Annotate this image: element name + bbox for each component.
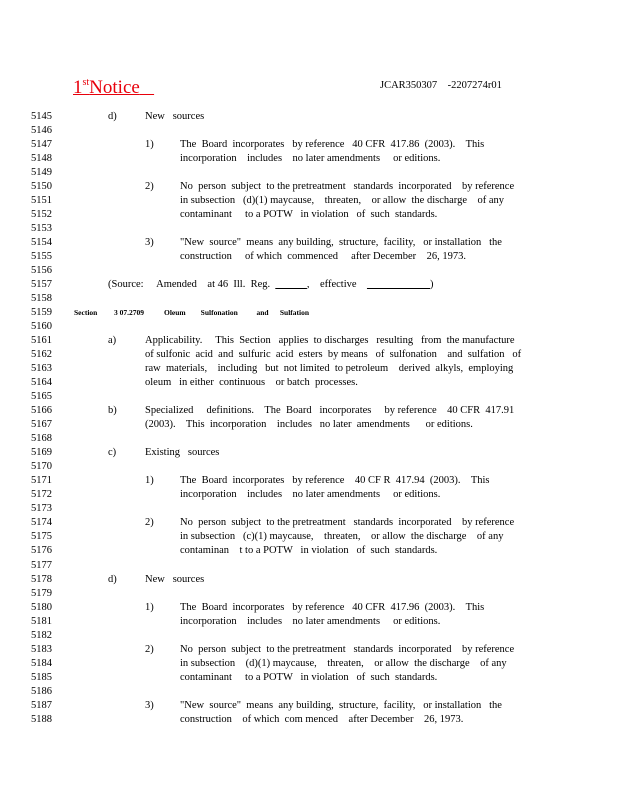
- list-marker: 3): [145, 236, 154, 248]
- line-number: 5186: [31, 685, 52, 697]
- paragraph-text: construction of which commenced after December 26, 1973.: [180, 250, 467, 262]
- list-marker: 1): [145, 601, 154, 613]
- text-line: [0, 180, 618, 194]
- text-line: [0, 166, 618, 180]
- paragraph-text: The Board incorporates by reference 40 CFR 417.96 (2003). This: [180, 601, 485, 613]
- line-number: 5145: [31, 110, 52, 122]
- line-number: 5180: [31, 601, 52, 613]
- text-line: [0, 292, 618, 306]
- line-number: 5187: [31, 699, 52, 711]
- line-number: 5176: [31, 545, 52, 557]
- text-line: [0, 376, 618, 390]
- line-number: 5152: [31, 208, 52, 220]
- line-number: 5185: [31, 671, 52, 683]
- line-number: 5161: [31, 335, 52, 346]
- line-number: 5150: [31, 180, 52, 192]
- line-number: 5172: [31, 489, 52, 501]
- text-line: [0, 559, 618, 573]
- notice-word: Notice: [89, 77, 140, 98]
- text-line: [0, 488, 618, 502]
- line-number: 5179: [31, 587, 52, 599]
- text-line: [0, 418, 618, 432]
- text-line: [0, 699, 618, 713]
- line-number: 5184: [31, 657, 52, 669]
- text-line: [0, 194, 618, 208]
- line-number: 5163: [31, 363, 52, 374]
- section-title: Oleum Sulfonation and Sulfation: [164, 307, 310, 317]
- line-number: 5157: [31, 278, 52, 290]
- text-line: [0, 643, 618, 657]
- source-text: (Source: Amended at 46 Ill. Reg.: [108, 278, 276, 290]
- text-line: [0, 629, 618, 643]
- text-line: [0, 236, 618, 250]
- paragraph-text: incorporation includes no later amendments or editions.: [180, 152, 441, 164]
- line-number: 5162: [31, 349, 52, 360]
- line-number: 5146: [31, 124, 52, 136]
- line-number: 5175: [31, 531, 52, 543]
- list-marker: 2): [145, 517, 154, 529]
- text-line: [0, 208, 618, 222]
- paragraph-text: oleum in either continuous or batch processes.: [145, 377, 358, 389]
- text-line: [0, 516, 618, 530]
- text-line: [0, 446, 618, 460]
- text-line: [0, 544, 618, 558]
- paragraph-text: contaminant to a POTW in violation of such standards.: [180, 208, 438, 220]
- source-text: ): [430, 278, 434, 290]
- line-number: 5158: [31, 292, 52, 304]
- paragraph-text: incorporation includes no later amendments or editions.: [180, 489, 441, 501]
- text-line: [0, 278, 618, 292]
- line-number: 5153: [31, 222, 52, 234]
- line-number: 5182: [31, 629, 52, 641]
- text-line: [0, 615, 618, 629]
- line-number: 5159: [31, 306, 52, 318]
- line-number: 5154: [31, 236, 52, 248]
- text-line: [0, 306, 618, 320]
- section-label: Section: [74, 307, 98, 317]
- text-line: [0, 657, 618, 671]
- text-line: [0, 320, 618, 334]
- line-number: 5165: [31, 391, 52, 403]
- text-line: [0, 713, 618, 727]
- paragraph-text: The Board incorporates by reference 40 CF R 417.94 (2003). This: [180, 475, 490, 487]
- line-number: 5178: [31, 573, 52, 585]
- line-number: 5148: [31, 152, 52, 164]
- line-number: 5188: [31, 713, 52, 725]
- text-line: [0, 110, 618, 124]
- line-number: 5155: [31, 250, 52, 262]
- blank-field: ____________: [367, 278, 431, 290]
- text-line: [0, 404, 618, 418]
- paragraph-text: New sources: [145, 573, 205, 585]
- paragraph-text: contaminan t to a POTW in violation of such standards.: [180, 545, 438, 557]
- line-number: 5170: [31, 461, 52, 473]
- text-line: [0, 362, 618, 376]
- paragraph-text: New sources: [145, 110, 205, 122]
- paragraph-text: raw materials, including but not limited to petroleum derived alkyls, employing: [145, 363, 514, 374]
- line-number: 5168: [31, 433, 52, 445]
- paragraph-text: (2003). This incorporation includes no later amendments or editions.: [145, 419, 473, 431]
- paragraph-text: contaminant to a POTW in violation of such standards.: [180, 671, 438, 683]
- paragraph-text: No person subject to the pretreatment standards incorporated by reference: [180, 643, 515, 655]
- paragraph-text: No person subject to the pretreatment standards incorporated by reference: [180, 517, 515, 529]
- text-line: [0, 390, 618, 404]
- text-line: [0, 250, 618, 264]
- paragraph-text: Existing sources: [145, 447, 220, 459]
- paragraph-text: The Board incorporates by reference 40 CFR 417.86 (2003). This: [180, 138, 485, 150]
- text-line: [0, 432, 618, 446]
- paragraph-text: "New source" means any building, structure, facility, or installation the: [180, 699, 502, 711]
- text-line: [0, 530, 618, 544]
- text-line: [0, 474, 618, 488]
- source-text: , effective: [306, 278, 368, 290]
- text-line: [0, 138, 618, 152]
- line-number: 5169: [31, 447, 52, 459]
- line-number: 5177: [31, 559, 52, 571]
- list-marker: 1): [145, 475, 154, 487]
- text-line: [0, 152, 618, 166]
- line-number: 5147: [31, 138, 52, 150]
- line-number: 5183: [31, 643, 52, 655]
- paragraph-text: of sulfonic acid and sulfuric acid esters by means of sulfonation and sulfation of: [145, 349, 522, 360]
- paragraph-text: in subsection (c)(1) maycause, threaten, or allow the discharge of any: [180, 531, 504, 543]
- paragraph-text: Specialized definitions. The Board incorporates by reference 40 CFR 417.91: [145, 405, 515, 417]
- list-marker: c): [108, 447, 117, 459]
- paragraph-text: in subsection (d)(1) maycause, threaten, or allow the discharge of any: [180, 194, 505, 206]
- document-code: JCAR350307 -2207274r01: [380, 80, 502, 91]
- notice-ordinal-suffix: st: [82, 77, 90, 88]
- list-marker: a): [108, 335, 117, 346]
- line-number: 5166: [31, 405, 52, 417]
- line-number: 5160: [31, 320, 52, 332]
- line-number: 5171: [31, 475, 52, 487]
- list-marker: d): [108, 573, 117, 585]
- list-marker: b): [108, 405, 117, 417]
- text-line: [0, 460, 618, 474]
- list-marker: 1): [145, 138, 154, 150]
- paragraph-text: construction of which com menced after December 26, 1973.: [180, 713, 464, 725]
- line-number: 5174: [31, 517, 52, 529]
- list-marker: 2): [145, 643, 154, 655]
- line-number: 5181: [31, 615, 52, 627]
- text-line: [0, 671, 618, 685]
- paragraph-text: in subsection (d)(1) maycause, threaten, or allow the discharge of any: [180, 657, 507, 669]
- text-line: [0, 124, 618, 138]
- blank-field: ______: [275, 278, 307, 290]
- source-note: [108, 278, 434, 292]
- paragraph-text: No person subject to the pretreatment standards incorporated by reference: [180, 180, 515, 192]
- paragraph-text: "New source" means any building, structure, facility, or installation the: [180, 236, 502, 248]
- list-marker: 2): [145, 180, 154, 192]
- text-line: [0, 685, 618, 699]
- text-line: [0, 573, 618, 587]
- text-line: [0, 348, 618, 362]
- text-line: [0, 502, 618, 516]
- line-number: 5173: [31, 503, 52, 515]
- paragraph-text: Applicability. This Section applies to discharges resulting from the manufacture: [145, 335, 515, 346]
- text-line: [0, 334, 618, 348]
- line-number: 5167: [31, 419, 52, 431]
- text-line: [0, 587, 618, 601]
- text-line: [0, 601, 618, 615]
- line-number: 5156: [31, 264, 52, 276]
- paragraph-text: incorporation includes no later amendments or editions.: [180, 615, 441, 627]
- section-number: 3 07.2709: [114, 307, 144, 317]
- notice-number: 1: [73, 77, 83, 98]
- list-marker: 3): [145, 699, 154, 711]
- line-number: 5149: [31, 166, 52, 178]
- text-line: [0, 264, 618, 278]
- list-marker: d): [108, 110, 117, 122]
- line-number: 5151: [31, 194, 52, 206]
- line-number: 5164: [31, 377, 52, 389]
- text-line: [0, 222, 618, 236]
